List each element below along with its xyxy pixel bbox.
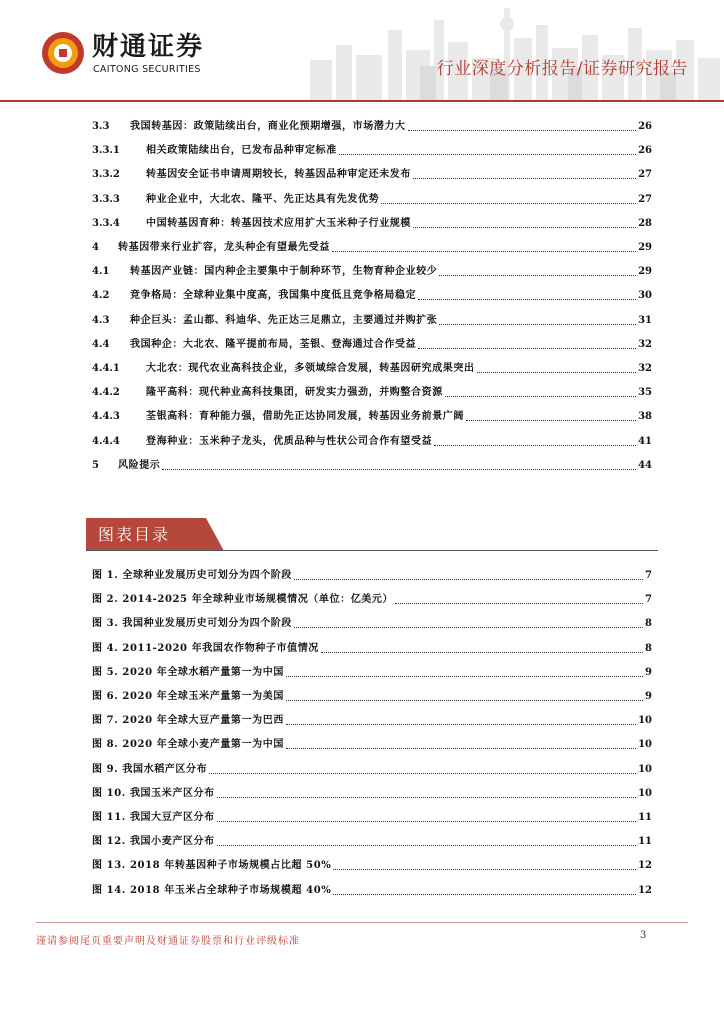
figure-entry-page: 7	[645, 594, 652, 606]
toc-entry-page: 27	[638, 193, 652, 205]
toc-entry[interactable]	[92, 235, 652, 255]
figure-entry-title: 图 2. 2014-2025 年全球种业市场规模情况（单位：亿美元）	[92, 594, 394, 606]
toc-entry-number: 3.3.1	[92, 145, 120, 157]
toc-entry-number: 4.3	[92, 314, 110, 326]
dot-leader	[286, 747, 636, 749]
dot-leader	[439, 323, 636, 325]
toc-entry-page: 26	[638, 145, 652, 157]
toc-entry-page: 32	[638, 338, 652, 350]
figure-entry-title: 图 11. 我国大豆产区分布	[92, 812, 215, 823]
dot-leader	[294, 578, 643, 580]
toc-entry-page: 30	[638, 290, 652, 302]
dot-leader	[439, 274, 636, 276]
toc-entry-title: 隆平高科：现代种业高科技集团，研发实力强劲，并购整合资源	[146, 387, 443, 399]
toc-entry[interactable]	[92, 356, 652, 376]
figure-entry-title: 图 9. 我国水稻产区分布	[92, 763, 208, 775]
toc-entry-number: 4.4.1	[92, 363, 120, 374]
figure-entry-page: 8	[645, 642, 652, 654]
toc-entry[interactable]	[92, 138, 652, 158]
page-header	[0, 0, 724, 104]
figure-entry[interactable]	[92, 781, 652, 801]
toc-entry[interactable]	[92, 211, 652, 231]
figure-entry[interactable]	[92, 732, 652, 752]
toc-entry[interactable]	[92, 283, 652, 303]
footer-divider	[36, 922, 688, 923]
toc-entry-title: 荃银高科：育种能力强，借助先正达协同发展，转基因业务前景广阔	[146, 411, 464, 423]
toc-entry[interactable]	[92, 162, 652, 182]
figure-entry-page: 12	[638, 884, 652, 896]
dot-leader	[333, 868, 636, 870]
dot-leader	[286, 723, 636, 725]
dot-leader	[408, 129, 636, 131]
dot-leader	[418, 298, 636, 300]
toc-entry[interactable]	[92, 404, 652, 424]
dot-leader	[418, 347, 636, 349]
dot-leader	[162, 468, 636, 470]
toc-entry-number: 4.4.2	[92, 387, 120, 399]
caitong-logo-icon	[40, 30, 86, 76]
figure-entry-page: 12	[638, 860, 652, 872]
report-type-label: 行业深度分析报告/证券研究报告	[436, 59, 688, 79]
toc-entry[interactable]	[92, 332, 652, 352]
dot-leader	[286, 699, 643, 701]
logo-chinese-name: 财通证券	[92, 32, 205, 62]
dot-leader	[332, 250, 636, 252]
figure-entry[interactable]	[92, 829, 652, 849]
figure-entry-title: 图 7. 2020 年全球大豆产量第一为巴西	[92, 715, 284, 727]
toc-entry[interactable]	[92, 380, 652, 400]
banner-underline	[86, 550, 658, 551]
toc-entry-title: 转基因带来行业扩容，龙头种企有望最先受益	[118, 242, 330, 253]
figure-entry-title: 图 3. 我国种业发展历史可划分为四个阶段	[92, 618, 293, 630]
toc-entry-page: 38	[638, 411, 652, 423]
dot-leader	[321, 651, 643, 653]
dot-leader	[466, 419, 636, 421]
dot-leader	[286, 675, 643, 677]
dot-leader	[217, 820, 636, 822]
toc-entry-title: 风险提示	[118, 459, 161, 471]
toc-entry[interactable]	[92, 453, 652, 473]
toc-entry-number: 4.2	[92, 290, 110, 302]
toc-entry-title: 我国种企：大北农、隆平提前布局，荃银、登海通过合作受益	[130, 338, 417, 350]
toc-entry-page: 41	[638, 435, 652, 447]
figure-entry[interactable]	[92, 853, 652, 873]
dot-leader	[339, 153, 636, 155]
figure-entry[interactable]	[92, 660, 652, 680]
toc-entry-page: 28	[638, 217, 652, 229]
toc-entry-page: 27	[638, 169, 652, 181]
figure-entry-title: 图 14. 2018 年玉米占全球种子市场规模超 40%	[92, 884, 332, 896]
figure-entry-page: 8	[645, 618, 652, 630]
toc-entry-number: 4.4	[92, 338, 110, 350]
toc-entry-title: 登海种业：玉米种子龙头，优质品种与性状公司合作有望受益	[146, 435, 433, 447]
dot-leader	[477, 371, 636, 373]
figure-entry-page: 11	[638, 836, 652, 848]
figure-entry-title: 图 1. 全球种业发展历史可划分为四个阶段	[92, 570, 293, 581]
toc-entry-number: 5	[92, 459, 99, 471]
dot-leader	[413, 177, 636, 179]
figure-entry[interactable]	[92, 757, 652, 777]
toc-entry-title: 转基因产业链：国内种企主要集中于制种环节，生物育种企业较少	[130, 266, 438, 278]
dot-leader	[217, 796, 636, 798]
dot-leader	[217, 844, 636, 846]
figure-entry[interactable]	[92, 805, 652, 825]
toc-entry-title: 转基因安全证书申请周期较长，转基因品种审定还未发布	[146, 169, 411, 181]
toc-entry-number: 4.4.4	[92, 435, 120, 447]
toc-entry-page: 31	[638, 314, 652, 326]
dot-leader	[381, 202, 636, 204]
dot-leader	[209, 772, 636, 774]
figure-entry-page: 9	[645, 691, 652, 702]
page-number: 3	[640, 930, 647, 941]
dot-leader	[413, 226, 636, 228]
figure-entry-title: 图 4. 2011-2020 年我国农作物种子市值情况	[92, 642, 319, 654]
toc-entry[interactable]	[92, 187, 652, 207]
toc-entry-number: 4.1	[92, 266, 110, 278]
city-skyline-graphic	[300, 0, 724, 100]
company-logo	[40, 30, 230, 80]
toc-entry-number: 3.3.4	[92, 217, 120, 229]
toc-entry-page: 44	[638, 459, 652, 471]
toc-entry-title: 竞争格局：全球种业集中度高，我国集中度低且竞争格局稳定	[130, 290, 417, 302]
toc-entry-number: 3.3.3	[92, 193, 120, 205]
figure-entry-page: 10	[638, 787, 652, 799]
figure-entry-title: 图 13. 2018 年转基因种子市场规模占比超 50%	[92, 860, 332, 872]
dot-leader	[445, 395, 636, 397]
logo-english-name: CAITONG SECURITIES	[93, 64, 201, 75]
figure-entry[interactable]	[92, 684, 652, 704]
figure-entry-title: 图 6. 2020 年全球玉米产量第一为美国	[92, 691, 284, 702]
dot-leader	[333, 893, 636, 895]
dot-leader	[395, 602, 643, 604]
toc-entry-number: 3.3.2	[92, 169, 120, 181]
figure-entry-page: 7	[645, 570, 652, 581]
toc-entry-page: 29	[638, 242, 652, 253]
toc-entry[interactable]	[92, 259, 652, 279]
figure-entry-page: 10	[638, 715, 652, 727]
toc-entry[interactable]	[92, 114, 652, 134]
figure-entry-title: 图 12. 我国小麦产区分布	[92, 836, 215, 848]
figure-index-title: 图表目录	[98, 525, 171, 544]
toc-entry-title: 相关政策陆续出台，已发布品种审定标准	[146, 145, 337, 157]
toc-entry-title: 种业企业中，大北农、隆平、先正达具有先发优势	[146, 193, 380, 205]
dot-leader	[294, 626, 643, 628]
toc-entry-number: 4	[92, 242, 99, 253]
figure-entry-page: 11	[638, 812, 652, 823]
figure-entry[interactable]	[92, 878, 652, 898]
figure-entry-title: 图 5. 2020 年全球水稻产量第一为中国	[92, 666, 284, 678]
toc-entry[interactable]	[92, 429, 652, 449]
figure-entry-page: 10	[638, 763, 652, 775]
toc-entry-title: 种企巨头：孟山都、科迪华、先正达三足鼎立，主要通过并购扩张	[130, 314, 438, 326]
figure-entry-page: 9	[645, 666, 652, 678]
toc-entry-title: 我国转基因：政策陆续出台，商业化预期增强，市场潜力大	[130, 121, 406, 132]
toc-entry-number: 3.3	[92, 121, 110, 132]
dot-leader	[434, 444, 636, 446]
figure-index-banner	[86, 515, 658, 551]
toc-entry-page: 26	[638, 121, 652, 132]
figure-entry-page: 10	[638, 739, 652, 751]
header-divider	[0, 100, 724, 102]
footer-disclaimer: 谨请参阅尾页重要声明及财通证券股票和行业评级标准	[36, 936, 300, 947]
toc-entry-number: 4.4.3	[92, 411, 120, 423]
toc-entry-title: 大北农：现代农业高科技企业，多领域综合发展，转基因研究成果突出	[146, 363, 475, 374]
toc-entry-page: 35	[638, 387, 652, 399]
figure-entry[interactable]	[92, 563, 652, 583]
figure-entry[interactable]	[92, 708, 652, 728]
figure-entry[interactable]	[92, 636, 652, 656]
figure-entry-title: 图 8. 2020 年全球小麦产量第一为中国	[92, 739, 284, 751]
figure-entry[interactable]	[92, 611, 652, 631]
toc-entry-page: 29	[638, 266, 652, 278]
toc-entry[interactable]	[92, 308, 652, 328]
toc-entry-title: 中国转基因育种：转基因技术应用扩大玉米种子行业规模	[146, 217, 411, 229]
figure-entry-title: 图 10. 我国玉米产区分布	[92, 787, 215, 799]
figure-entry[interactable]	[92, 587, 652, 607]
toc-entry-page: 32	[638, 363, 652, 374]
